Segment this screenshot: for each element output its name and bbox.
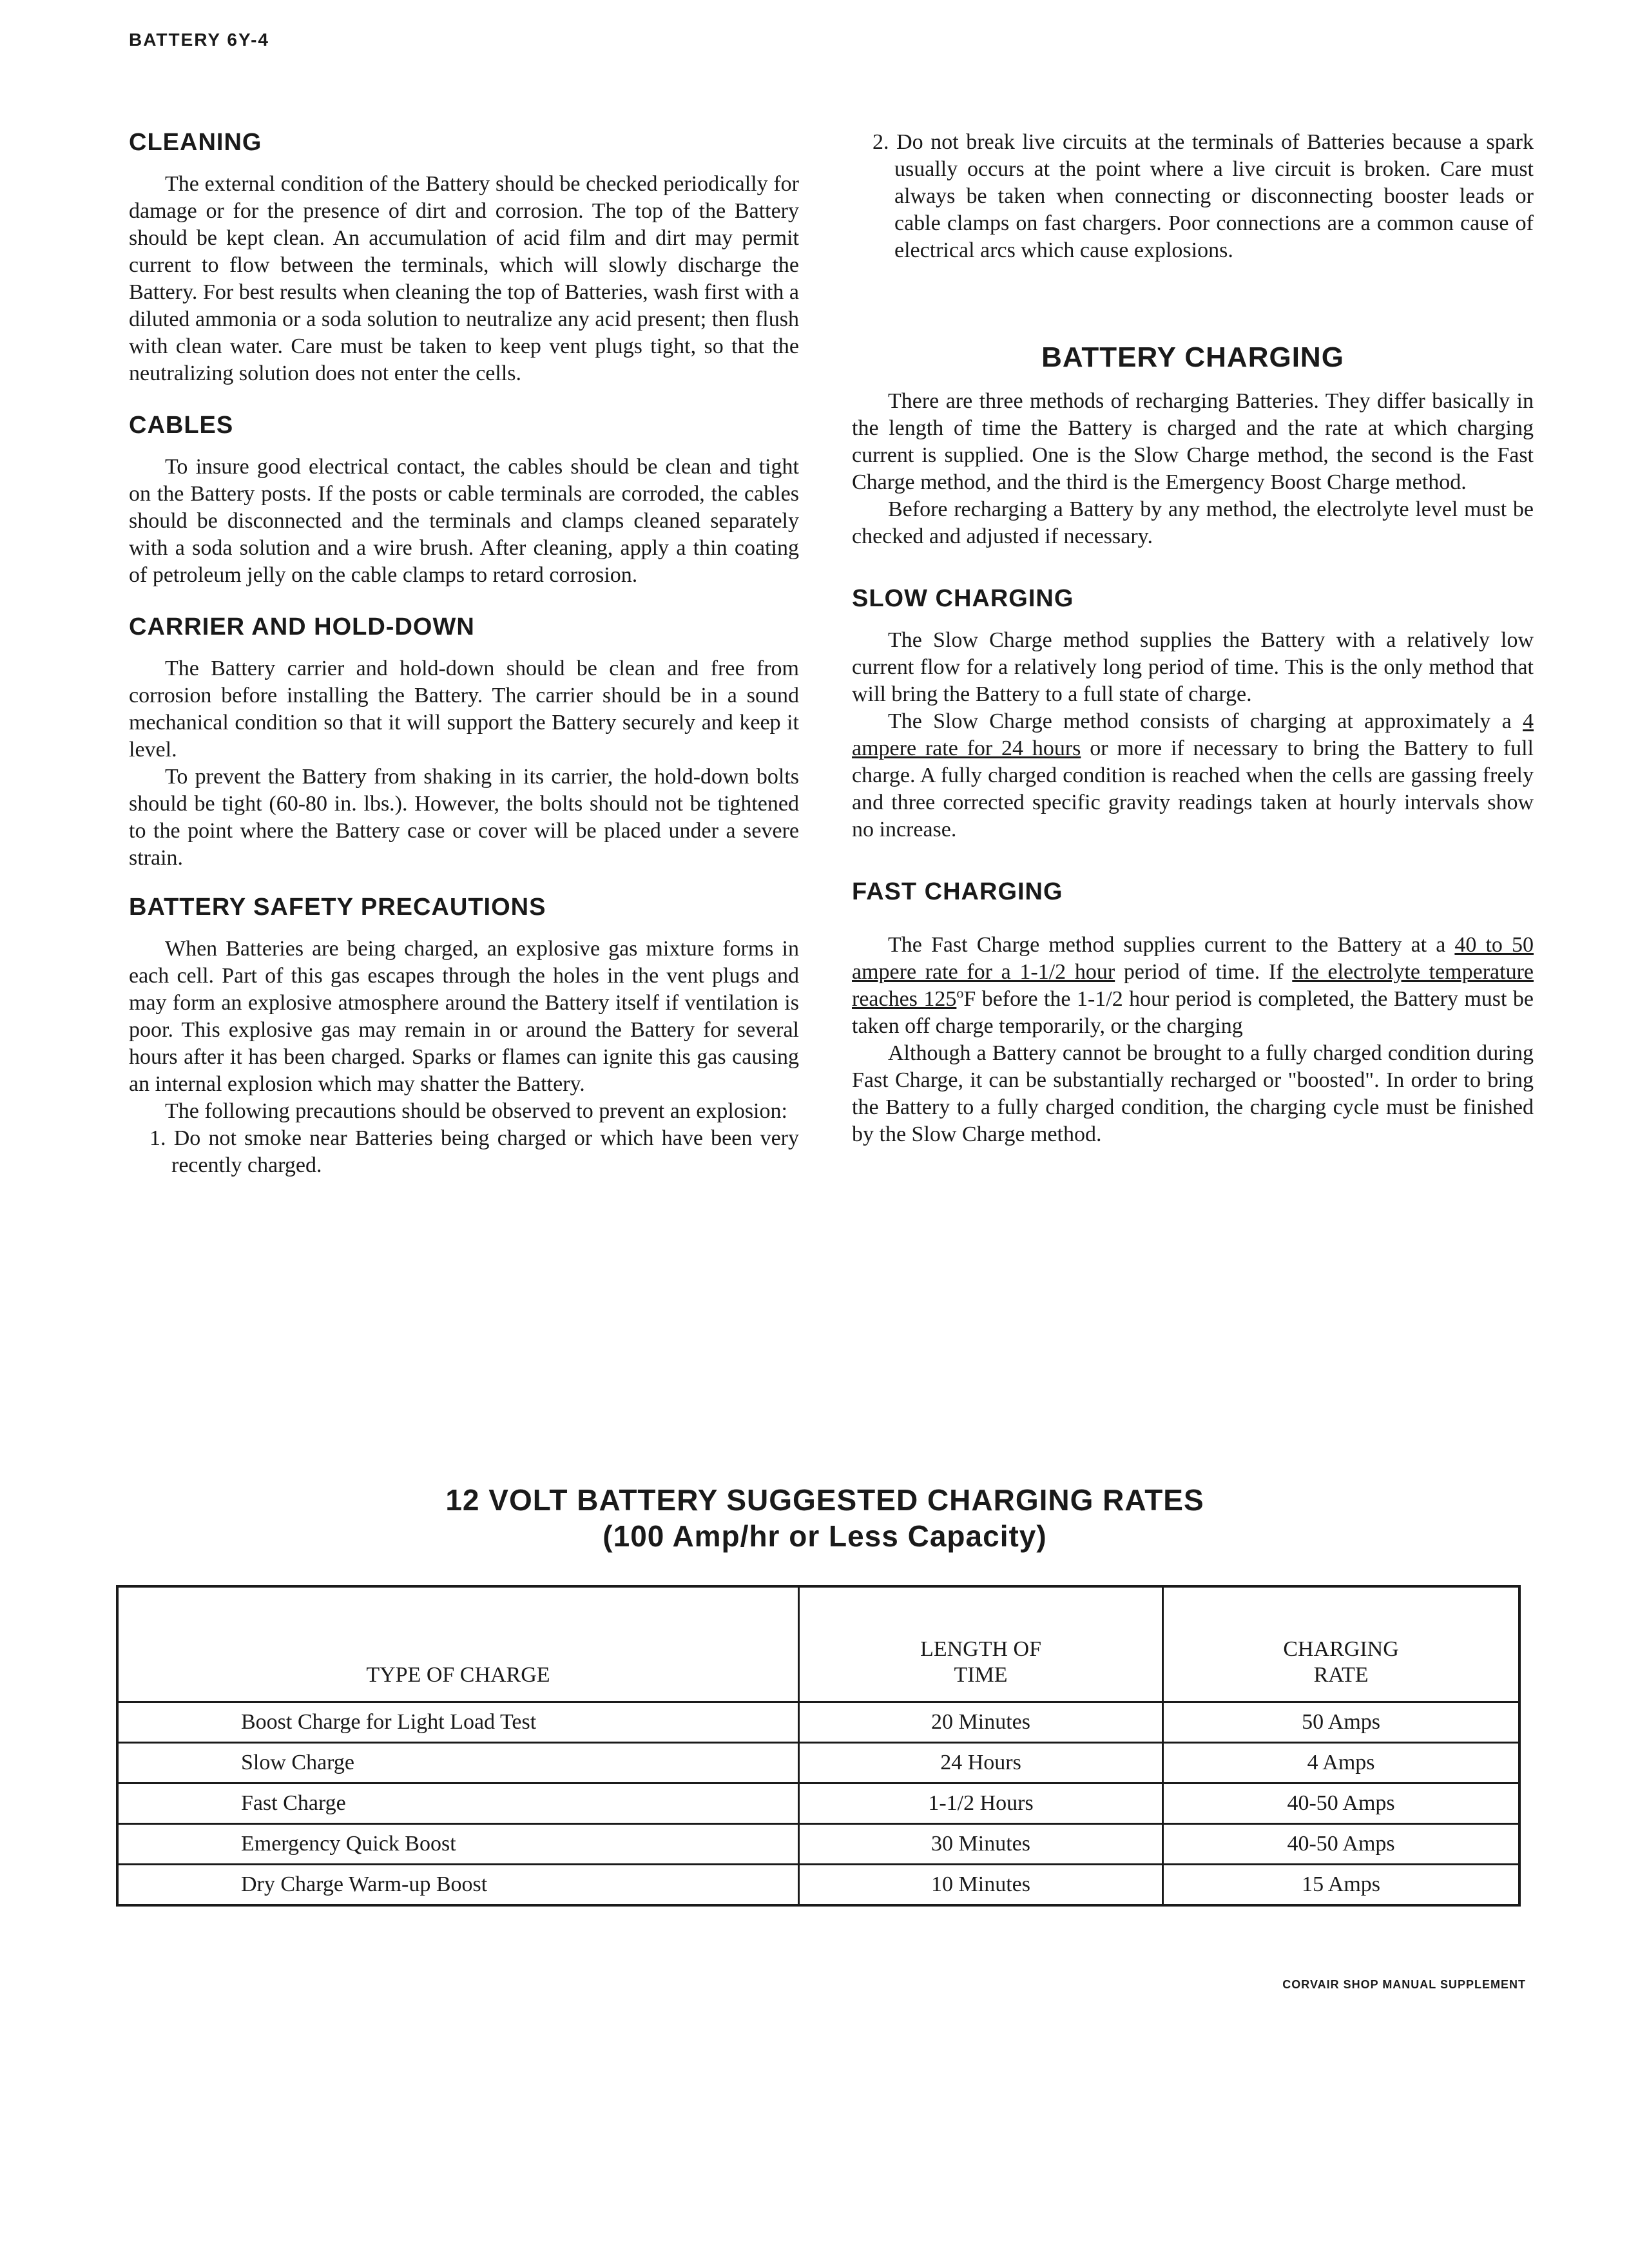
table-row xyxy=(117,1824,1519,1865)
fast-rate-underlined: 40 to 50 ampere rate for a 1-1/2 hour xyxy=(852,933,1534,984)
safety-paragraph-2: The following precautions should be observed to prevent an explosion: xyxy=(165,1099,787,1123)
cell-type: Emergency Quick Boost xyxy=(117,1824,798,1865)
cables-paragraph: To insure good electrical contact, the cables should be clean and tight on the Battery posts. If the posts or cable terminals are corroded, the cables should be disconnected and the terminals and clamps cleaned separately with a soda solution and a wire brush. After cleaning, apply a thin coating of petroleum jelly on the cable clamps to retard corrosion. xyxy=(129,455,799,587)
cell-type: Slow Charge xyxy=(117,1743,798,1783)
cell-rate: 50 Amps xyxy=(1163,1702,1519,1743)
slow-paragraph-1: The Slow Charge method supplies the Battery with a relatively low current flow for a relatively long period of time. This is the only method that will bring the Battery to a full state of charge. xyxy=(852,628,1534,706)
charging-rates-table xyxy=(116,1585,1521,1907)
safety-item-2: 2. Do not break live circuits at the terminals of Batteries because a spark usually occurs at the point where a live circuit is broken. Care must always be taken when connecting or disconnecting booster leads or cable clamps on fast chargers. Poor connections are a common cause of electrical arcs which cause explosions. xyxy=(872,130,1534,262)
footer-text: CORVAIR SHOP MANUAL SUPPLEMENT xyxy=(1282,1978,1526,1991)
cell-time: 20 Minutes xyxy=(798,1702,1162,1743)
section-title-safety: BATTERY SAFETY PRECAUTIONS xyxy=(129,894,546,921)
cell-type: Fast Charge xyxy=(117,1783,798,1824)
cell-rate: 15 Amps xyxy=(1163,1865,1519,1906)
safety-paragraph-1: When Batteries are being charged, an explosive gas mixture forms in each cell. Part of this gas escapes through the holes in the vent plugs and may form an explosive atmosphere around the Battery itself if ventilation is poor. This explosive gas may remain in or around the Battery for several hours after it has been charged. Sparks or flames can ignite this gas causing an internal explosion which may shatter the Battery. xyxy=(129,937,799,1096)
table-title-line-1: 12 VOLT BATTERY SUGGESTED CHARGING RATES xyxy=(445,1483,1204,1517)
cell-time: 10 Minutes xyxy=(798,1865,1162,1906)
fast-paragraph-1: The Fast Charge method supplies current to the Battery at a 40 to 50 ampere rate for a 1-1/2 hour period of time. If the electrolyte temperature reaches 125$^o$F before the 1-1/2 hour period is completed, the Battery must be taken off charge temporarily, or the charging xyxy=(852,933,1534,1038)
table-row xyxy=(117,1865,1519,1906)
cell-time: 24 Hours xyxy=(798,1743,1162,1783)
left-column xyxy=(129,129,799,1179)
running-head: BATTERY 6Y-4 xyxy=(129,30,269,50)
slow-paragraph-2: The Slow Charge method consists of charging at approximately a 4 ampere rate for 24 hours or more if necessary to bring the Battery to full charge. A fully charged condition is reached when the cells are gassing freely and three corrected specific gravity readings taken at hourly intervals show no increase. xyxy=(852,709,1534,841)
cell-rate: 4 Amps xyxy=(1163,1743,1519,1783)
table-row xyxy=(117,1783,1519,1824)
header-length-of-time: LENGTH OF TIME xyxy=(798,1586,1162,1702)
section-title-slow-charging: SLOW CHARGING xyxy=(852,585,1074,612)
right-column xyxy=(852,129,1534,1148)
section-title-cables: CABLES xyxy=(129,412,234,439)
section-title-fast-charging: FAST CHARGING xyxy=(852,878,1063,905)
safety-item-1: 1. Do not smoke near Batteries being charged or which have been very recently charged. xyxy=(149,1126,799,1177)
table-title xyxy=(116,1482,1534,1554)
header-type-of-charge: TYPE OF CHARGE xyxy=(117,1586,798,1702)
table-row xyxy=(117,1702,1519,1743)
cell-rate: 40-50 Amps xyxy=(1163,1824,1519,1865)
section-title-carrier: CARRIER AND HOLD-DOWN xyxy=(129,613,475,640)
section-title-battery-charging: BATTERY CHARGING xyxy=(1041,341,1344,373)
section-title-cleaning: CLEANING xyxy=(129,129,262,156)
fast-paragraph-2: Although a Battery cannot be brought to a fully charged condition during Fast Charge, it can be substantially recharged or "boosted". In order to bring the Battery to a fully charged condition, the charging cycle must be finished by the Slow Charge method. xyxy=(852,1041,1534,1146)
cell-type: Boost Charge for Light Load Test xyxy=(117,1702,798,1743)
table-row xyxy=(117,1743,1519,1783)
cell-rate: 40-50 Amps xyxy=(1163,1783,1519,1824)
cell-type: Dry Charge Warm-up Boost xyxy=(117,1865,798,1906)
cell-time: 1-1/2 Hours xyxy=(798,1783,1162,1824)
carrier-paragraph-2: To prevent the Battery from shaking in its carrier, the hold-down bolts should be tight (60-80 in. lbs.). However, the bolts should not be tightened to the point where the Battery case or cover will be placed under a severe strain. xyxy=(129,765,799,870)
fast-temp-underlined: the electrolyte temperature reaches 125 xyxy=(852,960,1534,1011)
cleaning-paragraph: The external condition of the Battery should be checked periodically for damage or for the presence of dirt and corrosion. The top of the Battery should be kept clean. An accumulation of acid film and dirt may permit current to flow between the terminals, which will slowly discharge the Battery. For best results when cleaning the top of Batteries, wash first with a diluted ammonia or a soda solution to neutralize any acid present; then flush with clean water. Care must be taken to keep vent plugs tight, so that the neutralizing solution does not enter the cells. xyxy=(129,172,799,385)
charging-paragraph-1: There are three methods of recharging Batteries. They differ basically in the length of time the Battery is charged and the rate at which charging current is supplied. One is the Slow Charge method, the second is the Fast Charge method, and the third is the Emergency Boost Charge method. xyxy=(852,389,1534,494)
table-title-line-2: (100 Amp/hr or Less Capacity) xyxy=(602,1519,1047,1553)
table-header-row xyxy=(117,1586,1519,1702)
header-charging-rate: CHARGING RATE xyxy=(1163,1586,1519,1702)
charging-paragraph-2: Before recharging a Battery by any method, the electrolyte level must be checked and adjusted if necessary. xyxy=(852,497,1534,548)
slow-rate-underlined: 4 ampere rate for 24 hours xyxy=(852,709,1534,760)
carrier-paragraph-1: The Battery carrier and hold-down should be clean and free from corrosion before installing the Battery. The carrier should be in a sound mechanical condition so that it will support the Battery securely and keep it level. xyxy=(129,657,799,762)
cell-time: 30 Minutes xyxy=(798,1824,1162,1865)
